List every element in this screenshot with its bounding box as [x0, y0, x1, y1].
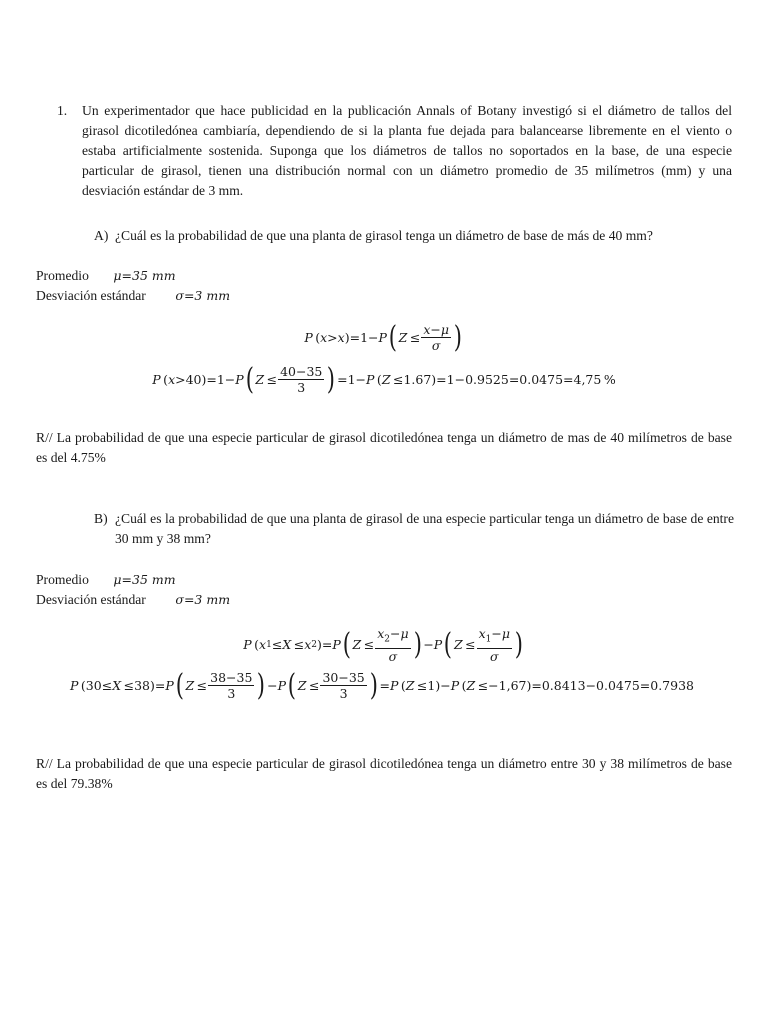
desviacion-label: Desviación estándar — [36, 592, 146, 607]
question-a — [94, 226, 734, 246]
desviacion-value: σ=3 mm — [175, 592, 231, 607]
problem-statement — [57, 101, 732, 201]
question-b — [94, 509, 734, 549]
desviacion-value: σ=3 mm — [175, 288, 231, 303]
formula-a-general: P ( x > x )=1− P ( Z ≤ $\frac{x-\mu}{\sigma}$ ) — [304, 319, 462, 355]
promedio-value: μ=35 mm — [113, 572, 176, 587]
answer-b: R// La probabilidad de que una especie particular de girasol dicotiledónea tenga un diámetro entre 30 y 38 milímetros de base es del 79.38% — [36, 756, 732, 791]
question-a-text: ¿Cuál es la probabilidad de que una planta de girasol tenga un diámetro de base de más de 40 mm? — [115, 228, 653, 243]
promedio-label: Promedio — [36, 572, 89, 587]
desviacion-label: Desviación estándar — [36, 288, 146, 303]
question-a-label: A) — [94, 228, 109, 243]
problem-number: 1. — [57, 103, 68, 118]
problem-text: Un experimentador que hace publicidad en la publicación Annals of Botany investigó si el diámetro de tallos del girasol dicotiledónea cambiaría, dependiendo de si la planta fue dejada para balancearse libremente en el viento o estaba artificialmente sostenida. Suponga que los diámetros de tallos no soportados en la base, de una especie particular de girasol, tienen una distribución normal con un diámetro promedio de 35 milímetros (mm) y una desviación estándar de 3 mm. — [82, 103, 732, 198]
promedio-value: μ=35 mm — [113, 268, 176, 283]
question-b-label: B) — [94, 511, 108, 526]
promedio-label: Promedio — [36, 268, 89, 283]
formula-a-computation: P ( x >40)=1− P ( Z ≤ $\frac{40-35}{3}$ ) =1− P ( Z ≤1.67)=1−0.9525=0.0475=4,75 % — [152, 361, 616, 397]
params-a — [36, 266, 436, 306]
question-b-text: ¿Cuál es la probabilidad de que una planta de girasol de una especie particular tenga un diámetro de base de entre 30 mm y 38 mm? — [115, 511, 734, 546]
formula-b-general: P ( x 1 ≤ X ≤ x 2 )= P ( Z ≤ $\frac{x_2-\mu}{\sigma}$ ) − P ( Z ≤ $\frac{x_1-\mu}{\sigma}$ ) — [243, 626, 523, 664]
formula-b-computation: P (30≤ X ≤38)= P ( Z ≤ $\frac{38-35}{3}$ ) − P ( Z ≤ $\frac{30-35}{3}$ ) = P ( Z ≤1)− P ( Z ≤−1,67)=0.8413−0.0475=0.7938 — [70, 667, 694, 703]
answer-a: R// La probabilidad de que una especie particular de girasol dicotiledónea tenga un diámetro de mas de 40 milímetros de base es del 4.75% — [36, 430, 732, 465]
params-b — [36, 570, 436, 610]
